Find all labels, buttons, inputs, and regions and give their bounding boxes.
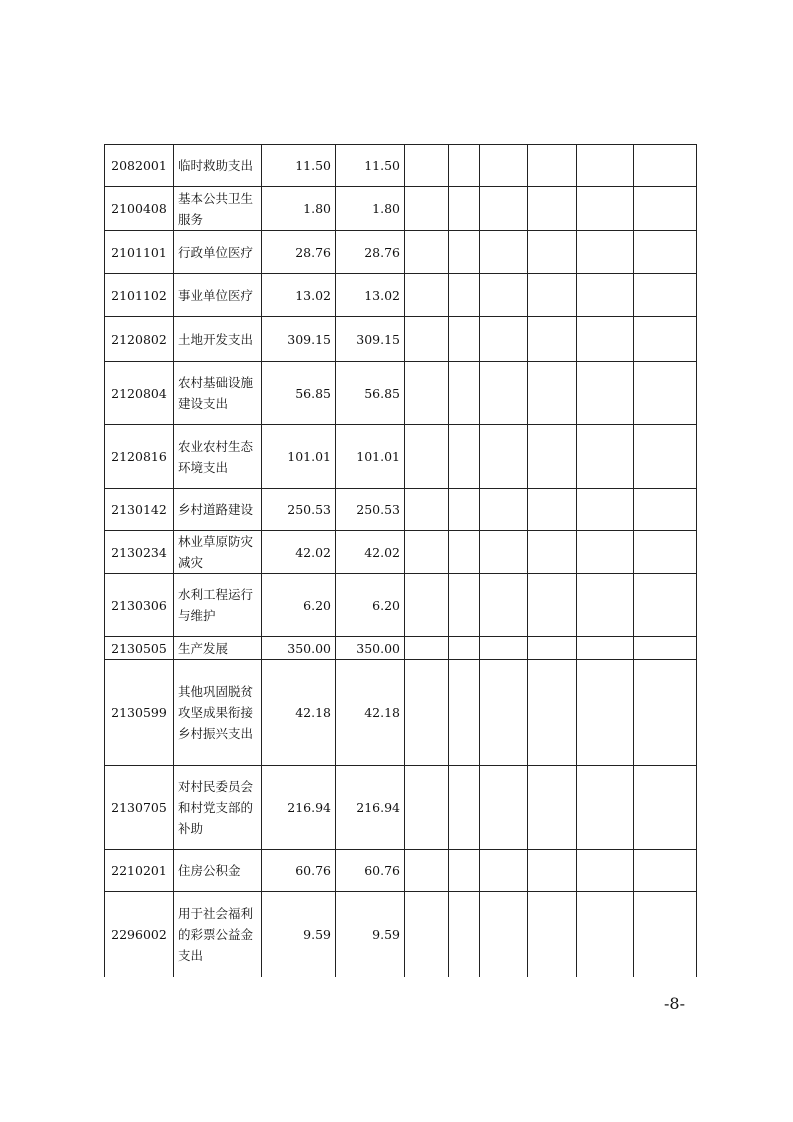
- empty-cell: [480, 489, 528, 531]
- name-cell: 住房公积金: [174, 850, 262, 892]
- name-cell: 基本公共卫生服务: [174, 187, 262, 231]
- code-cell: 2101102: [105, 274, 174, 317]
- table-body: [105, 145, 697, 977]
- empty-cell: [449, 274, 480, 317]
- empty-cell: [634, 425, 697, 489]
- code-cell: 2130505: [105, 637, 174, 660]
- empty-cell: [577, 637, 634, 660]
- table-row: [105, 574, 697, 637]
- name-cell: 行政单位医疗: [174, 231, 262, 274]
- empty-cell: [577, 274, 634, 317]
- empty-cell: [577, 425, 634, 489]
- name-cell: 乡村道路建设: [174, 489, 262, 531]
- code-cell: 2120816: [105, 425, 174, 489]
- table-row: [105, 766, 697, 850]
- amount-cell: 6.20: [262, 574, 336, 637]
- empty-cell: [405, 660, 449, 766]
- empty-cell: [405, 850, 449, 892]
- table-row: [105, 274, 697, 317]
- empty-cell: [528, 637, 577, 660]
- empty-cell: [480, 231, 528, 274]
- amount-cell: 1.80: [262, 187, 336, 231]
- name-cell: 土地开发支出: [174, 317, 262, 362]
- empty-cell: [577, 660, 634, 766]
- name-cell: 水利工程运行与维护: [174, 574, 262, 637]
- amount-cell: 309.15: [262, 317, 336, 362]
- empty-cell: [634, 850, 697, 892]
- amount-cell: 9.59: [336, 892, 405, 977]
- empty-cell: [577, 892, 634, 977]
- amount-cell: 28.76: [336, 231, 405, 274]
- table-row: [105, 489, 697, 531]
- code-cell: 2101101: [105, 231, 174, 274]
- amount-cell: 1.80: [336, 187, 405, 231]
- empty-cell: [405, 274, 449, 317]
- empty-cell: [405, 317, 449, 362]
- amount-cell: 101.01: [262, 425, 336, 489]
- empty-cell: [480, 637, 528, 660]
- amount-cell: 13.02: [262, 274, 336, 317]
- empty-cell: [528, 892, 577, 977]
- amount-cell: 350.00: [336, 637, 405, 660]
- empty-cell: [528, 766, 577, 850]
- amount-cell: 309.15: [336, 317, 405, 362]
- amount-cell: 6.20: [336, 574, 405, 637]
- name-cell: 对村民委员会和村党支部的补助: [174, 766, 262, 850]
- code-cell: 2130705: [105, 766, 174, 850]
- empty-cell: [528, 187, 577, 231]
- empty-cell: [405, 766, 449, 850]
- code-cell: 2100408: [105, 187, 174, 231]
- amount-cell: 216.94: [336, 766, 405, 850]
- name-cell: 其他巩固脱贫攻坚成果衔接乡村振兴支出: [174, 660, 262, 766]
- empty-cell: [480, 892, 528, 977]
- empty-cell: [480, 766, 528, 850]
- code-cell: 2120802: [105, 317, 174, 362]
- empty-cell: [528, 531, 577, 574]
- empty-cell: [449, 145, 480, 187]
- empty-cell: [449, 531, 480, 574]
- code-cell: 2130599: [105, 660, 174, 766]
- empty-cell: [577, 317, 634, 362]
- empty-cell: [480, 362, 528, 425]
- empty-cell: [528, 362, 577, 425]
- empty-cell: [634, 489, 697, 531]
- empty-cell: [480, 187, 528, 231]
- amount-cell: 60.76: [336, 850, 405, 892]
- empty-cell: [634, 660, 697, 766]
- empty-cell: [634, 231, 697, 274]
- amount-cell: 250.53: [336, 489, 405, 531]
- empty-cell: [634, 317, 697, 362]
- table-row: [105, 145, 697, 187]
- budget-table: [104, 144, 697, 977]
- empty-cell: [449, 187, 480, 231]
- empty-cell: [577, 574, 634, 637]
- name-cell: 用于社会福利的彩票公益金支出: [174, 892, 262, 977]
- amount-cell: 11.50: [262, 145, 336, 187]
- empty-cell: [634, 362, 697, 425]
- empty-cell: [528, 660, 577, 766]
- empty-cell: [528, 317, 577, 362]
- empty-cell: [577, 231, 634, 274]
- empty-cell: [449, 425, 480, 489]
- table-row: [105, 850, 697, 892]
- empty-cell: [480, 850, 528, 892]
- table-row: [105, 531, 697, 574]
- amount-cell: 9.59: [262, 892, 336, 977]
- empty-cell: [480, 145, 528, 187]
- empty-cell: [577, 145, 634, 187]
- empty-cell: [634, 274, 697, 317]
- amount-cell: 11.50: [336, 145, 405, 187]
- empty-cell: [405, 892, 449, 977]
- empty-cell: [405, 231, 449, 274]
- empty-cell: [634, 892, 697, 977]
- empty-cell: [449, 362, 480, 425]
- empty-cell: [449, 574, 480, 637]
- empty-cell: [528, 145, 577, 187]
- empty-cell: [577, 362, 634, 425]
- empty-cell: [480, 425, 528, 489]
- empty-cell: [480, 660, 528, 766]
- empty-cell: [634, 766, 697, 850]
- code-cell: 2130234: [105, 531, 174, 574]
- code-cell: 2120804: [105, 362, 174, 425]
- page-number: -8-: [664, 994, 685, 1013]
- amount-cell: 42.02: [262, 531, 336, 574]
- empty-cell: [449, 317, 480, 362]
- empty-cell: [634, 145, 697, 187]
- amount-cell: 56.85: [262, 362, 336, 425]
- empty-cell: [405, 531, 449, 574]
- code-cell: 2130142: [105, 489, 174, 531]
- table-row: [105, 362, 697, 425]
- empty-cell: [449, 231, 480, 274]
- empty-cell: [405, 574, 449, 637]
- empty-cell: [480, 274, 528, 317]
- empty-cell: [634, 187, 697, 231]
- empty-cell: [449, 892, 480, 977]
- empty-cell: [528, 850, 577, 892]
- amount-cell: 250.53: [262, 489, 336, 531]
- empty-cell: [405, 187, 449, 231]
- name-cell: 林业草原防灾减灾: [174, 531, 262, 574]
- empty-cell: [449, 850, 480, 892]
- amount-cell: 216.94: [262, 766, 336, 850]
- empty-cell: [577, 766, 634, 850]
- table-row: [105, 892, 697, 977]
- empty-cell: [634, 574, 697, 637]
- empty-cell: [577, 850, 634, 892]
- name-cell: 临时救助支出: [174, 145, 262, 187]
- name-cell: 农村基础设施建设支出: [174, 362, 262, 425]
- empty-cell: [634, 531, 697, 574]
- amount-cell: 60.76: [262, 850, 336, 892]
- table-row: [105, 660, 697, 766]
- name-cell: 事业单位医疗: [174, 274, 262, 317]
- empty-cell: [528, 574, 577, 637]
- empty-cell: [634, 637, 697, 660]
- empty-cell: [480, 574, 528, 637]
- amount-cell: 56.85: [336, 362, 405, 425]
- empty-cell: [480, 531, 528, 574]
- empty-cell: [449, 637, 480, 660]
- table-row: [105, 425, 697, 489]
- table-row: [105, 637, 697, 660]
- empty-cell: [405, 145, 449, 187]
- empty-cell: [528, 489, 577, 531]
- code-cell: 2210201: [105, 850, 174, 892]
- empty-cell: [480, 317, 528, 362]
- amount-cell: 42.18: [336, 660, 405, 766]
- amount-cell: 13.02: [336, 274, 405, 317]
- name-cell: 生产发展: [174, 637, 262, 660]
- empty-cell: [405, 425, 449, 489]
- empty-cell: [577, 489, 634, 531]
- empty-cell: [577, 531, 634, 574]
- code-cell: 2082001: [105, 145, 174, 187]
- empty-cell: [405, 362, 449, 425]
- empty-cell: [449, 489, 480, 531]
- amount-cell: 42.02: [336, 531, 405, 574]
- amount-cell: 42.18: [262, 660, 336, 766]
- table-row: [105, 317, 697, 362]
- amount-cell: 101.01: [336, 425, 405, 489]
- empty-cell: [405, 637, 449, 660]
- empty-cell: [528, 425, 577, 489]
- table-row: [105, 187, 697, 231]
- empty-cell: [528, 231, 577, 274]
- code-cell: 2130306: [105, 574, 174, 637]
- empty-cell: [577, 187, 634, 231]
- code-cell: 2296002: [105, 892, 174, 977]
- amount-cell: 350.00: [262, 637, 336, 660]
- empty-cell: [405, 489, 449, 531]
- empty-cell: [449, 766, 480, 850]
- empty-cell: [449, 660, 480, 766]
- name-cell: 农业农村生态环境支出: [174, 425, 262, 489]
- table-row: [105, 231, 697, 274]
- amount-cell: 28.76: [262, 231, 336, 274]
- empty-cell: [528, 274, 577, 317]
